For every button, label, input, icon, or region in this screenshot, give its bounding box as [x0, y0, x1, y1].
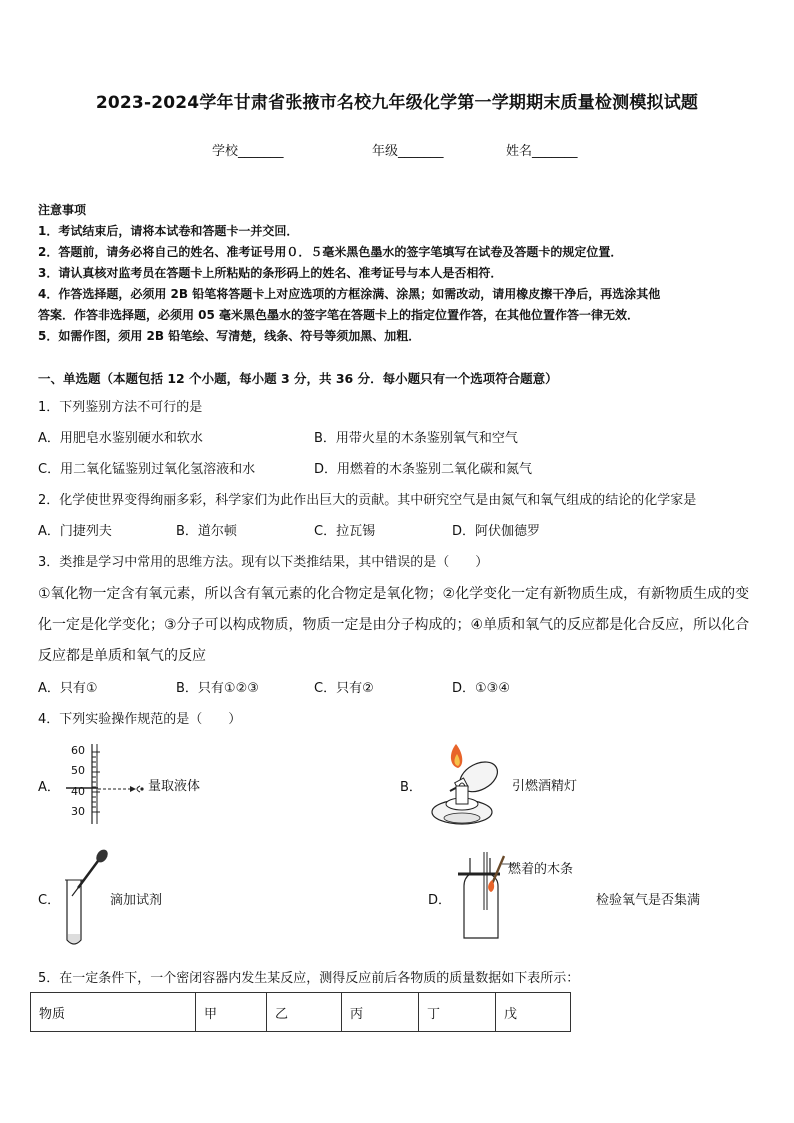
q4-stem: 4．下列实验操作规范的是（ ） [38, 712, 242, 727]
q4-option-d-letter: D． [428, 893, 452, 908]
notice-heading: 注意事项 [38, 203, 87, 217]
table-cell: 物质 [31, 993, 196, 1032]
q4-option-d-label: 检验氧气是否集满 [596, 893, 701, 908]
section-heading: 一、单选题（本题包括 12 个小题，每小题 3 分，共 36 分．每小题只有一个选项符合题意） [38, 371, 558, 386]
table-cell: 甲 [196, 993, 267, 1032]
notice-item-3: 3．请认真核对监考员在答题卡上所粘贴的条形码上的姓名、准考证号与本人是否相符． [38, 266, 503, 280]
q3-text-line-1: ①氧化物一定含有氧元素，所以含有氧元素的化合物定是氧化物；②化学变化一定有新物质生成，有新物质生成的变 [38, 586, 750, 602]
q3-text-line-2: 化一定是化学变化；③分子可以构成物质，物质一定是由分子构成的；④单质和氧气的反应都是化合反应，所以化合 [38, 617, 750, 633]
notice-item-5: 5．如需作图，须用 2B 铅笔绘、写清楚，线条、符号等须加黑、加粗． [38, 329, 421, 343]
q3-option-c: C．只有② [314, 681, 374, 696]
q1-option-c: C．用二氧化锰鉴别过氧化氢溶液和水 [38, 462, 256, 477]
school-field: 学校_______ [212, 144, 284, 159]
q4-option-c-label: 滴加试剂 [110, 893, 163, 908]
q2-option-d: D．阿伏伽德罗 [452, 524, 541, 539]
q3-option-d: D．①③④ [452, 681, 510, 696]
q2-option-c: C．拉瓦锡 [314, 524, 376, 539]
cylinder-tick-60: 60 [71, 744, 85, 757]
table-row [31, 993, 571, 1032]
grade-field: 年级_______ [372, 144, 444, 159]
q1-stem: 1．下列鉴别方法不可行的是 [38, 400, 203, 415]
q4-option-c-letter: C． [38, 893, 61, 908]
notice-item-4-cont: 答案．作答非选择题，必须用 05 毫米黑色墨水的签字笔在答题卡上的指定位置作答，在其他位置作答一律无效． [38, 308, 640, 322]
table-cell: 乙 [267, 993, 342, 1032]
q3-text-line-3: 反应都是单质和氧气的反应 [38, 648, 206, 664]
q3-stem: 3．类推是学习中常用的思维方法。现有以下类推结果，其中错误的是（ ） [38, 555, 489, 570]
q2-option-b: B．道尔顿 [176, 524, 237, 539]
q1-option-b: B．用带火星的木条鉴别氧气和空气 [314, 431, 518, 446]
alcohol-lamp-figure [426, 738, 506, 830]
q5-stem: 5．在一定条件下，一个密闭容器内发生某反应，测得反应前后各物质的质量数据如下表所示： [38, 971, 580, 986]
q3-option-b: B．只有①②③ [176, 681, 259, 696]
table-cell: 戊 [496, 993, 571, 1032]
q4-option-b-letter: B． [400, 780, 422, 795]
q1-option-a: A．用肥皂水鉴别硬水和软水 [38, 431, 203, 446]
cylinder-tick-50: 50 [71, 764, 85, 777]
q3-option-a: A．只有① [38, 681, 98, 696]
q4-option-d-callout: 燃着的木条 [508, 862, 574, 877]
table-cell: 丁 [419, 993, 496, 1032]
cylinder-tick-40: 40 [71, 785, 85, 798]
q2-stem: 2．化学使世界变得绚丽多彩，科学家们为此作出巨大的贡献。其中研究空气是由氮气和氧气组成的结论的化学家是 [38, 493, 697, 508]
q2-option-a: A．门捷列夫 [38, 524, 112, 539]
notice-item-2: 2．答题前，请务必将自己的姓名、准考证号用０．５毫米黑色墨水的签字笔填写在试卷及答题卡的规定位置． [38, 245, 623, 259]
q4-option-a-letter: A． [38, 780, 60, 795]
q4-option-a-label: 量取液体 [148, 779, 201, 794]
q4-option-b-label: 引燃酒精灯 [512, 779, 578, 794]
cylinder-tick-30: 30 [71, 805, 85, 818]
notice-item-4: 4．作答选择题，必须用 2B 铅笔将答题卡上对应选项的方框涂满、涂黑；如需改动，请用橡皮擦干净后，再选涂其他 [38, 287, 661, 301]
notice-item-1: 1．考试结束后，请将本试卷和答题卡一并交回． [38, 224, 299, 238]
mass-data-table [30, 992, 571, 1032]
name-field: 姓名_______ [506, 144, 578, 159]
table-cell: 丙 [342, 993, 419, 1032]
page-title: 2023-2024学年甘肃省张掖市名校九年级化学第一学期期末质量检测模拟试题 [95, 93, 699, 113]
dropper-test-tube-figure [60, 848, 110, 950]
q1-option-d: D．用燃着的木条鉴别二氧化碳和氮气 [314, 462, 533, 477]
